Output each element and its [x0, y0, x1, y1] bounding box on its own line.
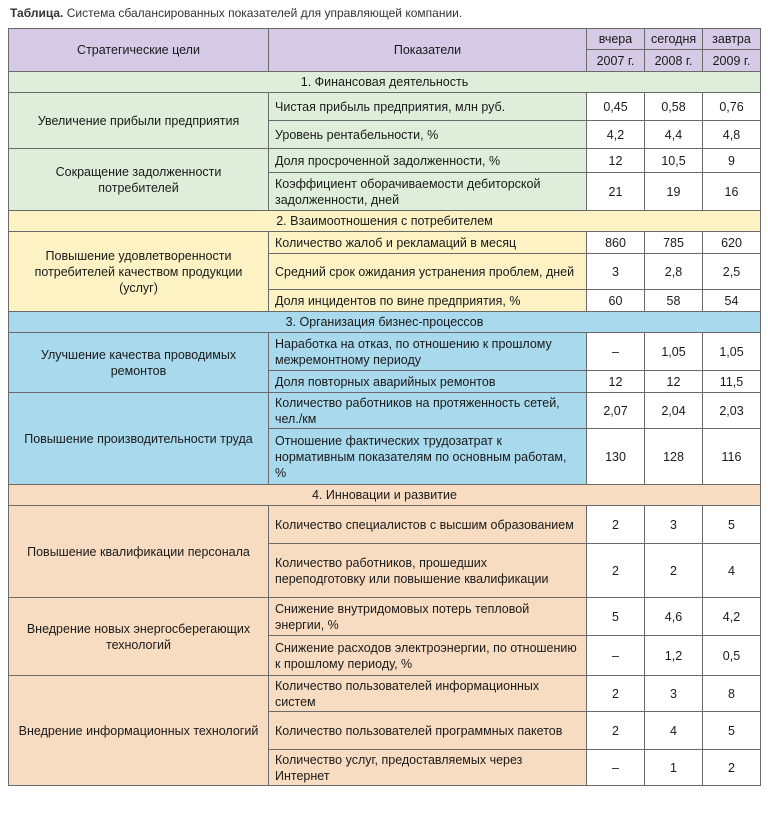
value-cell: 58: [645, 290, 703, 312]
header-period-label: сегодня: [645, 29, 703, 50]
value-cell: 4,8: [703, 121, 761, 149]
header-goals: Стратегические цели: [9, 29, 269, 72]
value-cell: 12: [587, 371, 645, 393]
value-cell: 4,6: [645, 598, 703, 636]
value-cell: 2: [703, 750, 761, 786]
value-cell: 12: [587, 149, 645, 173]
balanced-scorecard-table: [8, 28, 761, 786]
value-cell: 3: [587, 254, 645, 290]
value-cell: 11,5: [703, 371, 761, 393]
value-cell: 0,45: [587, 93, 645, 121]
value-cell: 4: [645, 712, 703, 750]
goal-cell: Повышение квалификации персонала: [9, 506, 269, 598]
value-cell: 2: [587, 676, 645, 712]
value-cell: 620: [703, 232, 761, 254]
caption-text: Система сбалансированных показателей для управляющей компании.: [66, 6, 463, 20]
value-cell: 9: [703, 149, 761, 173]
value-cell: 4,2: [703, 598, 761, 636]
indicator-cell: Количество пользователей программных пакетов: [269, 712, 587, 750]
header-period-year: 2008 г.: [645, 50, 703, 72]
header-period-year: 2009 г.: [703, 50, 761, 72]
value-cell: 130: [587, 429, 645, 485]
goal-cell: Увеличение прибыли предприятия: [9, 93, 269, 149]
indicator-cell: Коэффициент оборачиваемости дебиторской задолженности, дней: [269, 173, 587, 211]
value-cell: 2,04: [645, 393, 703, 429]
indicator-cell: Чистая прибыль предприятия, млн руб.: [269, 93, 587, 121]
value-cell: 10,5: [645, 149, 703, 173]
value-cell: 21: [587, 173, 645, 211]
value-cell: 128: [645, 429, 703, 485]
indicator-cell: Снижение расходов электроэнергии, по отношению к прошлому периоду, %: [269, 636, 587, 676]
value-cell: 0,76: [703, 93, 761, 121]
value-cell: 4,4: [645, 121, 703, 149]
indicator-cell: Уровень рентабельности, %: [269, 121, 587, 149]
value-cell: –: [587, 636, 645, 676]
value-cell: 54: [703, 290, 761, 312]
value-cell: 2: [587, 712, 645, 750]
table-caption: [10, 6, 462, 20]
value-cell: 5: [703, 712, 761, 750]
value-cell: 0,58: [645, 93, 703, 121]
goal-cell: Повышение удовлетворенности потребителей качеством продукции (услуг): [9, 232, 269, 312]
value-cell: 12: [645, 371, 703, 393]
value-cell: 60: [587, 290, 645, 312]
value-cell: 0,5: [703, 636, 761, 676]
value-cell: 2,03: [703, 393, 761, 429]
indicator-cell: Доля повторных аварийных ремонтов: [269, 371, 587, 393]
indicator-cell: Количество специалистов с высшим образованием: [269, 506, 587, 544]
value-cell: 2,07: [587, 393, 645, 429]
value-cell: 19: [645, 173, 703, 211]
value-cell: 3: [645, 506, 703, 544]
value-cell: 1,2: [645, 636, 703, 676]
goal-cell: Внедрение новых энергосберегающих технологий: [9, 598, 269, 676]
value-cell: 2: [587, 506, 645, 544]
goal-cell: Улучшение качества проводимых ремонтов: [9, 333, 269, 393]
value-cell: 16: [703, 173, 761, 211]
value-cell: 116: [703, 429, 761, 485]
section-title: 2. Взаимоотношения с потребителем: [9, 211, 761, 232]
indicator-cell: Отношение фактических трудозатрат к нормативным показателям по основным работам, %: [269, 429, 587, 485]
value-cell: 860: [587, 232, 645, 254]
value-cell: –: [587, 750, 645, 786]
indicator-cell: Количество работников на протяженность сетей, чел./км: [269, 393, 587, 429]
goal-cell: Повышение производительности труда: [9, 393, 269, 485]
goal-cell: Внедрение информационных технологий: [9, 676, 269, 786]
section-title: 4. Инновации и развитие: [9, 485, 761, 506]
goal-cell: Сокращение задолженности потребителей: [9, 149, 269, 211]
section-title: 1. Финансовая деятельность: [9, 72, 761, 93]
indicator-cell: Доля инцидентов по вине предприятия, %: [269, 290, 587, 312]
value-cell: 4: [703, 544, 761, 598]
value-cell: 8: [703, 676, 761, 712]
caption-label: Таблица.: [10, 6, 64, 20]
section-title: 3. Организация бизнес-процессов: [9, 312, 761, 333]
value-cell: –: [587, 333, 645, 371]
value-cell: 4,2: [587, 121, 645, 149]
header-indicators: Показатели: [269, 29, 587, 72]
value-cell: 1,05: [703, 333, 761, 371]
value-cell: 2,8: [645, 254, 703, 290]
indicator-cell: Снижение внутридомовых потерь тепловой энергии, %: [269, 598, 587, 636]
indicator-cell: Количество услуг, предоставляемых через Интернет: [269, 750, 587, 786]
indicator-cell: Количество работников, прошедших переподготовку или повышение квалификации: [269, 544, 587, 598]
value-cell: 5: [703, 506, 761, 544]
value-cell: 3: [645, 676, 703, 712]
indicator-cell: Наработка на отказ, по отношению к прошлому межремонтному периоду: [269, 333, 587, 371]
header-period-label: вчера: [587, 29, 645, 50]
indicator-cell: Доля просроченной задолженности, %: [269, 149, 587, 173]
value-cell: 1: [645, 750, 703, 786]
header-period-year: 2007 г.: [587, 50, 645, 72]
indicator-cell: Количество пользователей информационных систем: [269, 676, 587, 712]
value-cell: 2: [587, 544, 645, 598]
indicator-cell: Средний срок ожидания устранения проблем, дней: [269, 254, 587, 290]
value-cell: 785: [645, 232, 703, 254]
value-cell: 1,05: [645, 333, 703, 371]
value-cell: 2,5: [703, 254, 761, 290]
value-cell: 2: [645, 544, 703, 598]
indicator-cell: Количество жалоб и рекламаций в месяц: [269, 232, 587, 254]
value-cell: 5: [587, 598, 645, 636]
header-period-label: завтра: [703, 29, 761, 50]
